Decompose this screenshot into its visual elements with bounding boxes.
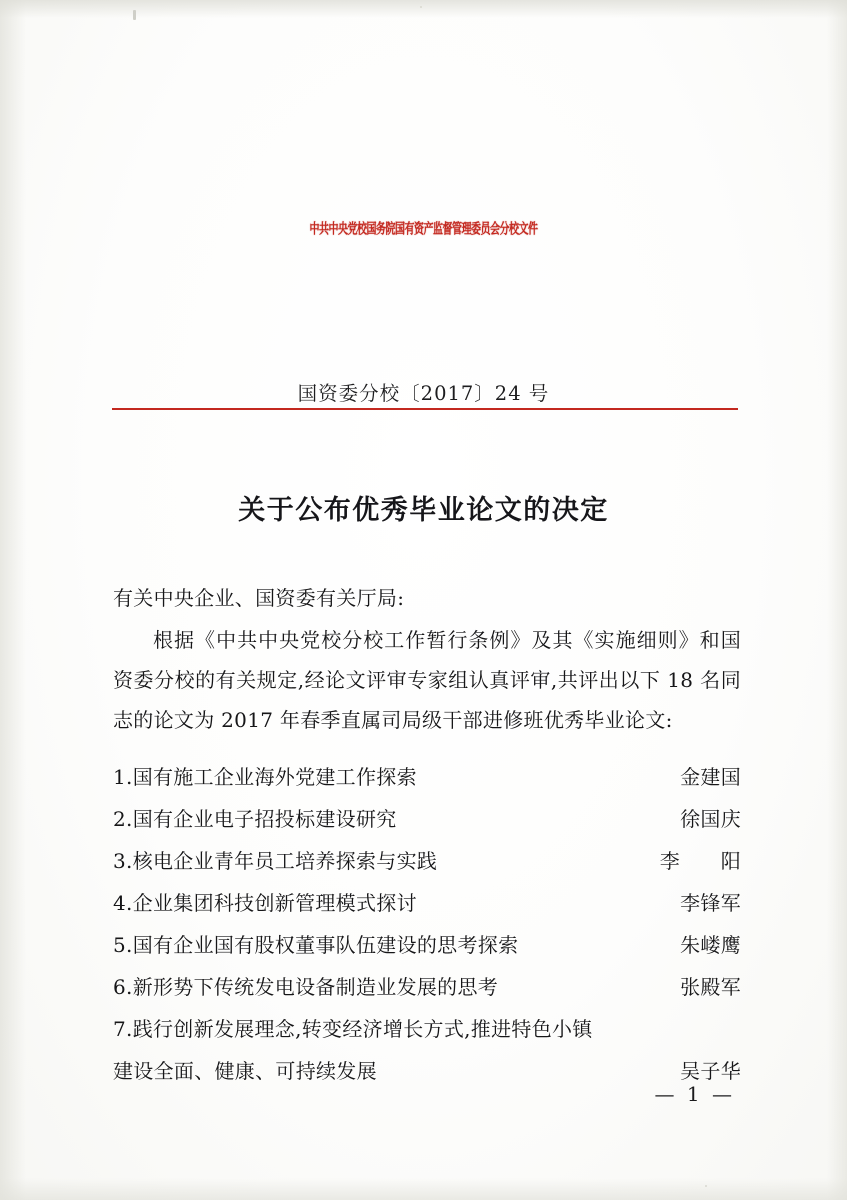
red-divider-rule: [112, 408, 738, 410]
paper-index: 3.: [113, 849, 133, 873]
paper-title: [113, 761, 417, 790]
paper-index: 4.: [113, 891, 133, 915]
paper-title: [113, 803, 397, 832]
paper-index: 7.: [113, 1017, 133, 1041]
paper-name: 国有企业国有股权董事队伍建设的思考探索: [132, 933, 519, 957]
list-item: [113, 874, 741, 916]
document-masthead: 中共中央党校国务院国有资产监督管理委员会分校文件: [309, 222, 538, 238]
paper-author: 徐国庆: [680, 807, 741, 831]
page-number: — 1 —: [654, 1082, 735, 1106]
paper-index: 1.: [113, 765, 133, 789]
list-item: [113, 958, 741, 1000]
paper-index: 6.: [113, 975, 133, 999]
list-item: [113, 748, 741, 790]
list-item: [113, 1000, 741, 1083]
paper-author: 吴子华: [680, 1059, 741, 1083]
paper-author: 朱嵝鹰: [680, 933, 741, 957]
paper-name: 国有企业电子招投标建设研究: [132, 807, 397, 831]
paper-author: 金建国: [680, 765, 741, 789]
paper-name-continued: 建设全面、健康、可持续发展: [113, 1059, 377, 1083]
body-paragraph: 根据《中共中央党校分校工作暂行条例》及其《实施细则》和国资委分校的有关规定,经论文评审专家组认真评审,共评出以下 18 名同志的论文为 2017 年春季直属司局级干部进修班优秀毕业论文:: [113, 628, 741, 732]
body-text: [113, 578, 741, 740]
paper-title: [113, 929, 518, 958]
salutation: 有关中央企业、国资委有关厅局:: [113, 586, 405, 610]
paper-title: [113, 971, 498, 1000]
paper-name: 企业集团科技创新管理模式探讨: [132, 891, 417, 915]
paper-index: 2.: [113, 807, 133, 831]
paper-name: 践行创新发展理念,转变经济增长方式,推进特色小镇: [132, 1017, 593, 1041]
paper-title-line-2: [113, 1042, 741, 1084]
page-title: 关于公布优秀毕业论文的决定: [238, 495, 609, 526]
paper-name: 新形势下传统发电设备制造业发展的思考: [132, 975, 499, 999]
list-item: [113, 832, 741, 874]
paper-title-line-1: [113, 1000, 741, 1042]
list-item: [113, 790, 741, 832]
paper-author: 李锋军: [680, 891, 741, 915]
list-item: [113, 916, 741, 958]
paper-name: 国有施工企业海外党建工作探索: [132, 765, 417, 789]
paper-list: [113, 748, 741, 1083]
document-number: 国资委分校〔2017〕24 号: [297, 382, 550, 405]
paper-index: 5.: [113, 933, 133, 957]
paper-author: 张殿军: [680, 975, 741, 999]
paper-title: [113, 845, 437, 874]
paper-title: [113, 887, 417, 916]
paper-name: 核电企业青年员工培养探索与实践: [132, 849, 438, 873]
paper-title: [113, 1013, 593, 1042]
paper-author: 李 阳: [659, 849, 741, 873]
